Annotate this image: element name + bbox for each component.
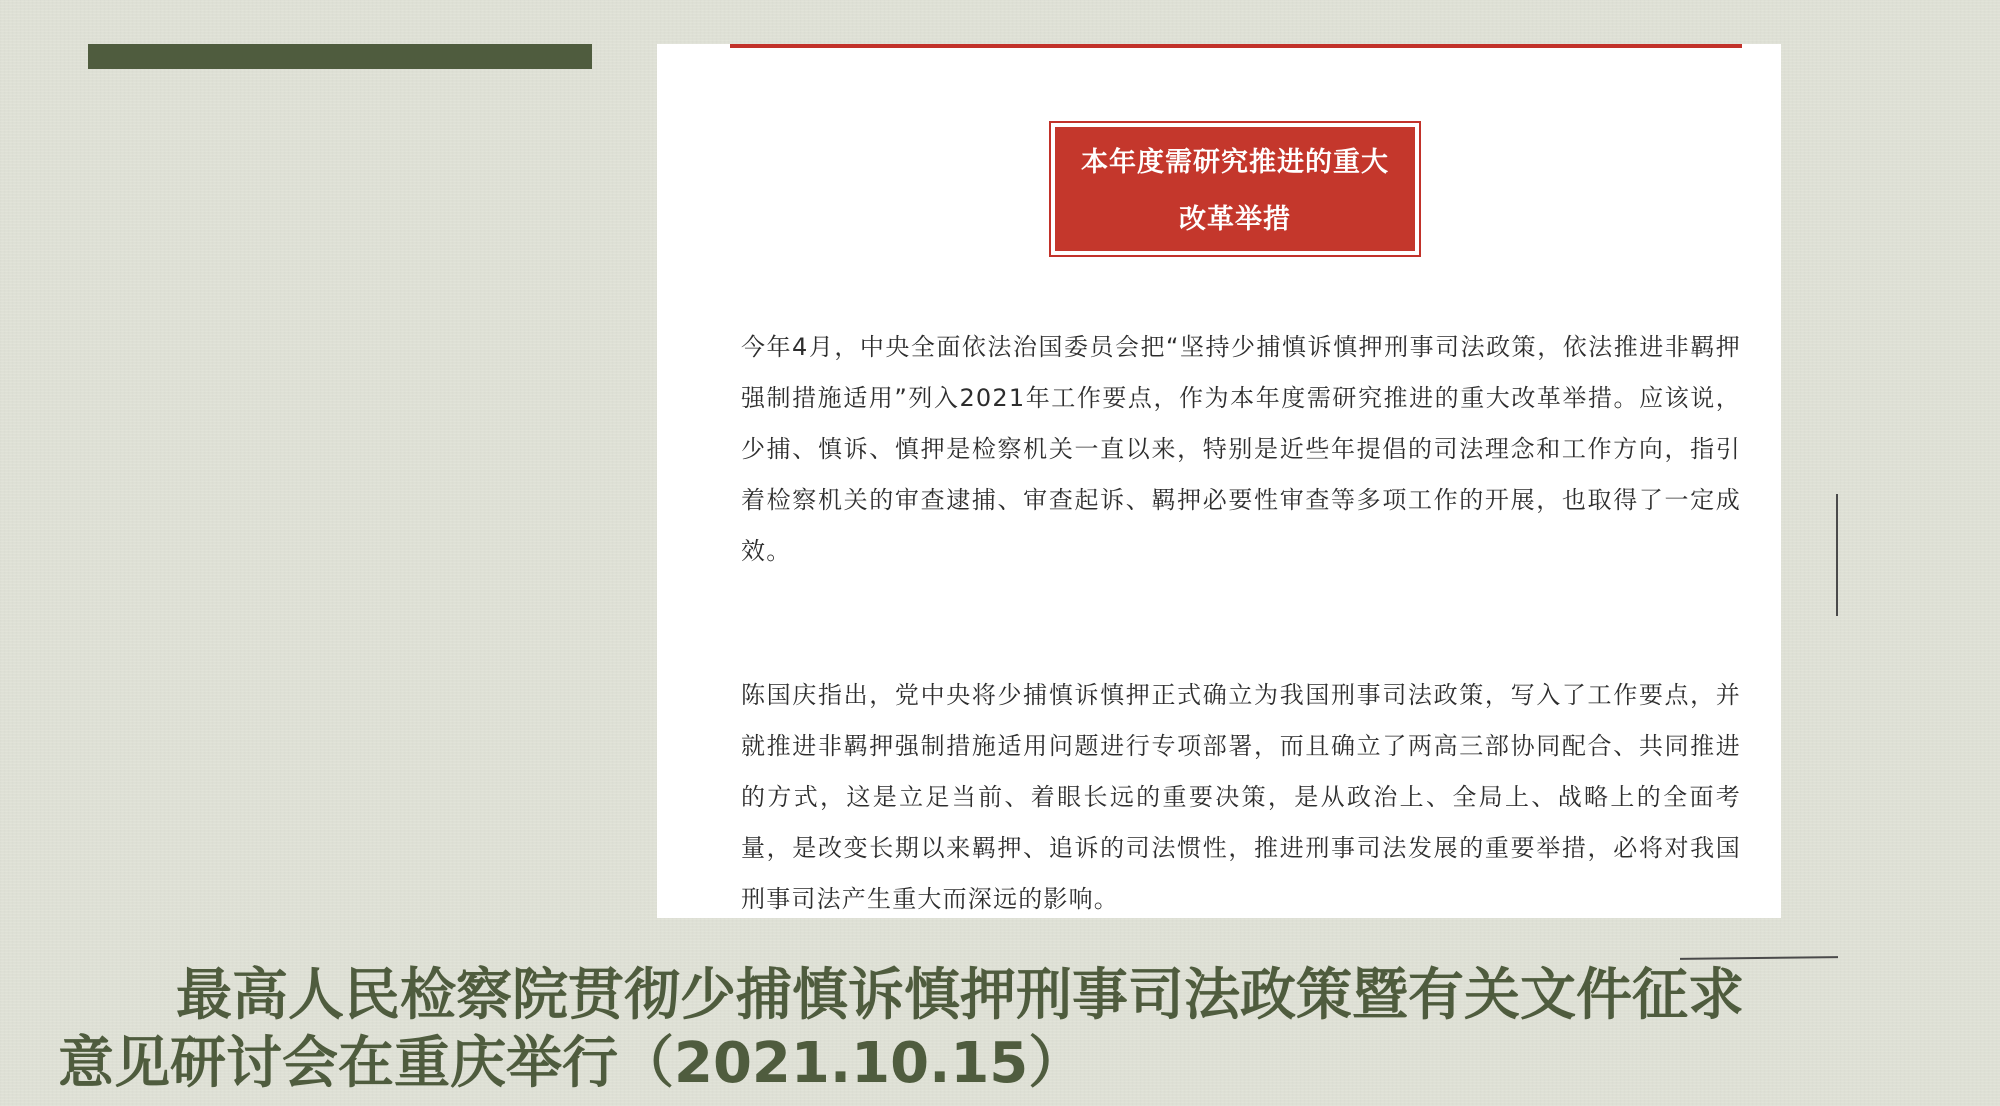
decorative-vertical-line (1836, 494, 1838, 616)
olive-accent-bar (88, 44, 592, 69)
body-paragraph-2: 陈国庆指出，党中央将少捕慎诉慎押正式确立为我国刑事司法政策，写入了工作要点，并就推进非羁押强制措施适用问题进行专项部署，而且确立了两高三部协同配合、共同推进的方式，这是立足当前、着眼长远的重要决策，是从政治上、全局上、战略上的全面考量，是改变长期以来羁押、追诉的司法惯性，推进刑事司法发展的重要举措，必将对我国刑事司法产生重大而深远的影响。 (741, 681, 1741, 913)
section-heading-line-2: 改革举措 (1179, 204, 1291, 235)
red-top-rule (730, 44, 1742, 48)
section-heading (1055, 127, 1415, 251)
article-card (657, 44, 1781, 918)
section-heading-line-1: 本年度需研究推进的重大 (1081, 147, 1389, 178)
heading-frame (1049, 121, 1421, 257)
body-paragraph-1: 今年4月，中央全面依法治国委员会把“坚持少捕慎诉慎押刑事司法政策，依法推进非羁押强制措施适用”列入2021年工作要点，作为本年度需研究推进的重大改革举措。应该说，少捕、慎诉、慎押是检察机关一直以来，特别是近些年提倡的司法理念和工作方向，指引着检察机关的审查逮捕、审查起诉、羁押必要性审查等多项工作的开展，也取得了一定成效。 (741, 333, 1741, 565)
decorative-horizontal-line (1680, 956, 1838, 960)
slide-caption: 最高人民检察院贯彻少捕慎诉慎押刑事司法政策暨有关文件征求意见研讨会在重庆举行（2021.10.15） (58, 963, 1744, 1096)
